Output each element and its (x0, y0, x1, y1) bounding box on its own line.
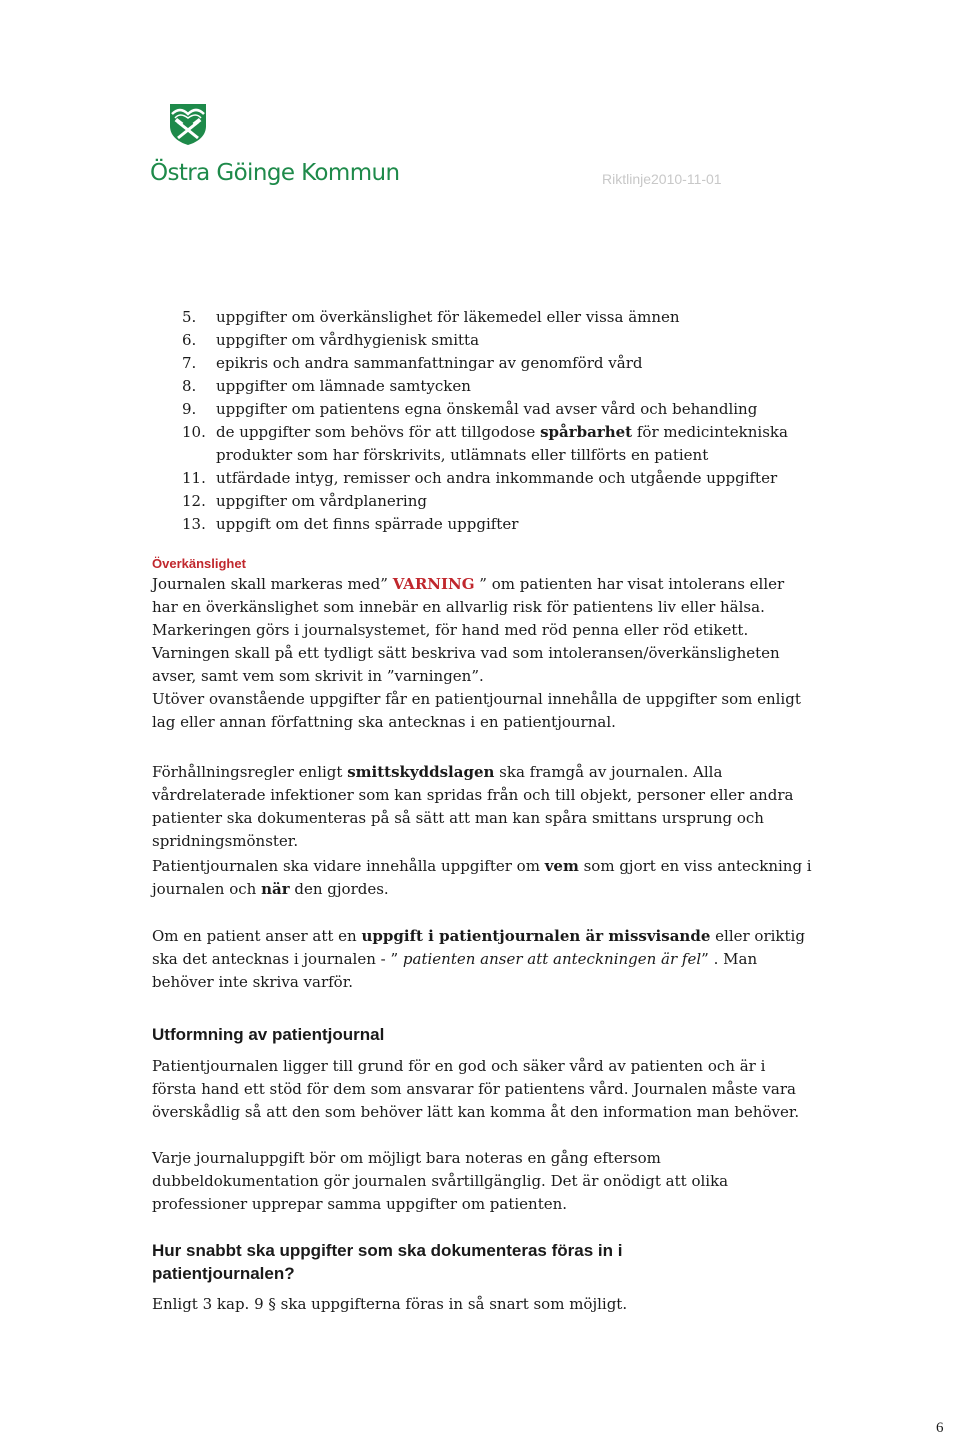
list-number: 5. (182, 308, 197, 326)
paragraph-text: Förhållningsregler enligt (152, 763, 348, 781)
paragraph (152, 573, 812, 688)
paragraph-text: den gjordes. (289, 880, 389, 898)
paragraph: Varje journaluppgift bör om möjligt bara noteras en gång eftersom dubbeldokumentation gör journalen svårtillgänglig. Det är onödigt att olika professioner upprepar samma uppgifter om patienten. (152, 1149, 729, 1213)
document-reference: Riktlinje2010-11-01 (602, 171, 722, 187)
bold-text: uppgift i patientjournalen är missvisande (361, 927, 711, 945)
paragraph-text: ska framgå av journalen. Alla vårdrelaterade infektioner som kan spridas från och till objekt, personer eller andra patienter ska dokumenteras på så sätt att man kan spåra smittans ursprung och spridningsmönster. (152, 763, 794, 850)
paragraph (152, 855, 812, 901)
warning-word: VARNING (392, 575, 475, 593)
list-text-post: för medicintekniska produkter som har förskrivits, utlämnats eller tillförts en patient (216, 423, 788, 464)
list-text: uppgifter om överkänslighet för läkemedel eller vissa ämnen (216, 308, 680, 326)
list-number: 13. (182, 515, 206, 533)
list-number: 7. (182, 354, 197, 372)
coat-of-arms-icon (168, 100, 208, 146)
list-number: 12. (182, 492, 206, 510)
list-number: 8. (182, 377, 197, 395)
list-text: uppgifter om vårdhygienisk smitta (216, 331, 480, 349)
paragraph-text: som gjort en viss anteckning i journalen och (152, 857, 812, 898)
list-item (152, 352, 792, 375)
list-item (152, 490, 792, 513)
list-text: utfärdade intyg, remisser och andra inkommande och utgående uppgifter (216, 469, 778, 487)
paragraph: Utöver ovanstående uppgifter får en patientjournal innehålla de uppgifter som enligt lag eller annan författning ska antecknas i en patientjournal. (152, 690, 801, 731)
list-text: epikris och andra sammanfattningar av genomförd vård (216, 354, 643, 372)
page-number: 6 (936, 1420, 944, 1436)
overkanslighet-section (152, 556, 812, 734)
list-text: uppgift om det finns spärrade uppgifter (216, 515, 519, 533)
paragraph-text: Om en patient anser att en (152, 927, 362, 945)
paragraph-text: ” om patienten har visat intolerans eller har en överkänslighet som innebär en allvarlig risk för patientens liv eller hälsa. Markeringen görs i journalsystemet, för hand med röd penna eller röd etikett. Varningen skall på ett tydligt sätt beskriva vad som intoleransen/överkänsligheten avser, samt vem som skrivit in ”varningen”. (152, 575, 785, 685)
smitta-section (152, 761, 812, 853)
section-heading: Hur snabbt ska uppgifter som ska dokumenteras föras in i patientjournalen? (152, 1241, 623, 1283)
org-name: Östra Göinge Kommun (150, 160, 400, 186)
paragraph-text: ” . Man behöver inte skriva varför. (152, 950, 758, 991)
paragraph-text: eller oriktig ska det antecknas i journalen - ” (152, 927, 805, 968)
list-number: 9. (182, 400, 197, 418)
paragraph: Patientjournalen ligger till grund för en god och säker vård av patienten och är i första hand ett stöd för dem som ansvarar för patientens vård. Journalen måste vara överskådlig så att den som behöver lätt kan komma åt den information man behöver. (152, 1057, 800, 1121)
list-number: 11. (182, 469, 206, 487)
list-text: uppgifter om patientens egna önskemål vad avser vård och behandling (216, 400, 758, 418)
list-item (152, 306, 792, 329)
section-heading: Överkänslighet (152, 556, 246, 571)
list-item (152, 375, 792, 398)
list-item (152, 398, 792, 421)
paragraph (152, 761, 812, 853)
bold-text: smittskyddslagen (347, 763, 495, 781)
content-list (152, 306, 792, 536)
list-text-pre: de uppgifter som behövs för att tillgodose (216, 423, 541, 441)
list-text: uppgifter om lämnade samtycken (216, 377, 471, 395)
paragraph-text: Patientjournalen ska vidare innehålla uppgifter om (152, 857, 545, 875)
list-number: 10. (182, 423, 206, 441)
list-text: uppgifter om vårdplanering (216, 492, 427, 510)
list-number: 6. (182, 331, 197, 349)
list-item (152, 467, 792, 490)
missvisande-section (152, 925, 812, 994)
bold-text: när (261, 880, 290, 898)
paragraph (152, 925, 812, 994)
bold-text: vem (544, 857, 579, 875)
utformning-section (152, 1023, 812, 1216)
italic-text: patienten anser att anteckningen är fel (402, 950, 702, 968)
vem-section (152, 855, 812, 901)
hur-snabbt-section (152, 1239, 672, 1316)
paragraph: Enligt 3 kap. 9 § ska uppgifterna föras in så snart som möjligt. (152, 1295, 628, 1313)
list-text-bold: spårbarhet (540, 423, 633, 441)
section-heading: Utformning av patientjournal (152, 1025, 385, 1044)
list-item (152, 329, 792, 352)
list-item (152, 421, 792, 467)
list-item (152, 513, 792, 536)
paragraph-text: Journalen skall markeras med” (152, 575, 393, 593)
